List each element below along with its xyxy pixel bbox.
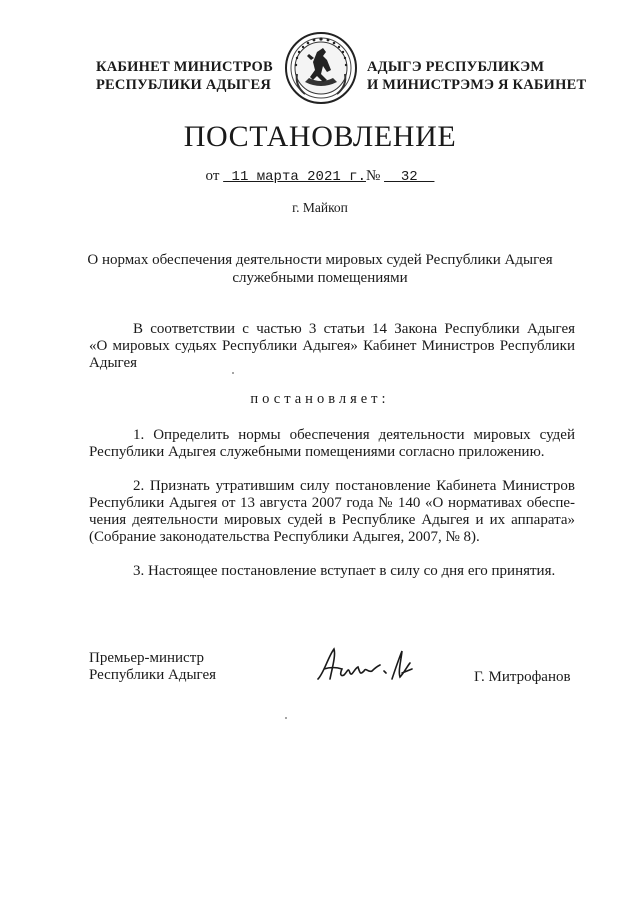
item-2-line3: чения деятельности мировых судей в Республике Адыгея и их аппарата»	[89, 512, 575, 528]
issuer-adyghe	[367, 58, 586, 94]
signatory-position	[89, 650, 216, 684]
signature-icon	[314, 643, 420, 687]
signatory-position-line1: Премьер-министр	[89, 650, 204, 666]
item-2-line4: (Собрание законодательства Республики Адыгея, 2007, № 8).	[89, 529, 480, 545]
issuer-russian-line2: РЕСПУБЛИКИ АДЫГЕЯ	[96, 77, 272, 93]
item-3	[89, 563, 575, 580]
preamble-line1: В соответствии с частью 3 статьи 14 Закона Республики Адыгея	[133, 321, 575, 337]
subject-line1: О нормах обеспечения деятельности мировых судей Республики Адыгея	[87, 252, 553, 268]
issuer-russian-line1: КАБИНЕТ МИНИСТРОВ	[96, 59, 273, 75]
document-date: 11 марта 2021 г.	[223, 169, 366, 185]
scan-speck	[232, 372, 234, 374]
item-1-line2: Республики Адыгея служебными помещениями согласно приложению.	[89, 444, 545, 460]
item-1-line1: 1. Определить нормы обеспечения деятельности мировых судей	[133, 427, 575, 443]
subject-line2: служебными помещениями	[232, 270, 408, 286]
item-2-line2: Республики Адыгея от 13 августа 2007 года № 140 «О нормативах обеспе-	[89, 495, 575, 511]
issuer-adyghe-line1: АДЫГЭ РЕСПУБЛИКЭМ	[367, 59, 545, 75]
document-title: ПОСТАНОВЛЕНИЕ	[183, 120, 457, 153]
issuer-adyghe-line2: И МИНИСТРЭМЭ Я КАБИНЕТ	[367, 77, 587, 93]
number-label: №	[365, 168, 381, 184]
item-2-line1: 2. Признать утратившим силу постановление Кабинета Министров	[133, 478, 575, 494]
document-number: 32	[384, 169, 435, 185]
scan-speck	[285, 717, 287, 719]
date-prefix: от	[205, 168, 220, 184]
preamble	[89, 321, 575, 372]
coat-of-arms-icon	[283, 30, 359, 106]
preamble-line2: «О мировых судьях Республики Адыгея» Кабинет Министров Республики	[89, 338, 575, 354]
resolves-heading: постановляет:	[250, 391, 390, 407]
item-3-line1: 3. Настоящее постановление вступает в силу со дня его принятия.	[133, 563, 556, 579]
date-number-line	[0, 168, 640, 185]
issuer-russian	[96, 58, 273, 94]
signatory-position-line2: Республики Адыгея	[89, 667, 217, 683]
item-1	[89, 427, 575, 461]
item-2	[89, 478, 575, 546]
city: г. Майкоп	[292, 200, 348, 215]
document-subject	[0, 251, 640, 287]
signatory-name: Г. Митрофанов	[474, 669, 571, 685]
preamble-line3: Адыгея	[89, 355, 138, 371]
